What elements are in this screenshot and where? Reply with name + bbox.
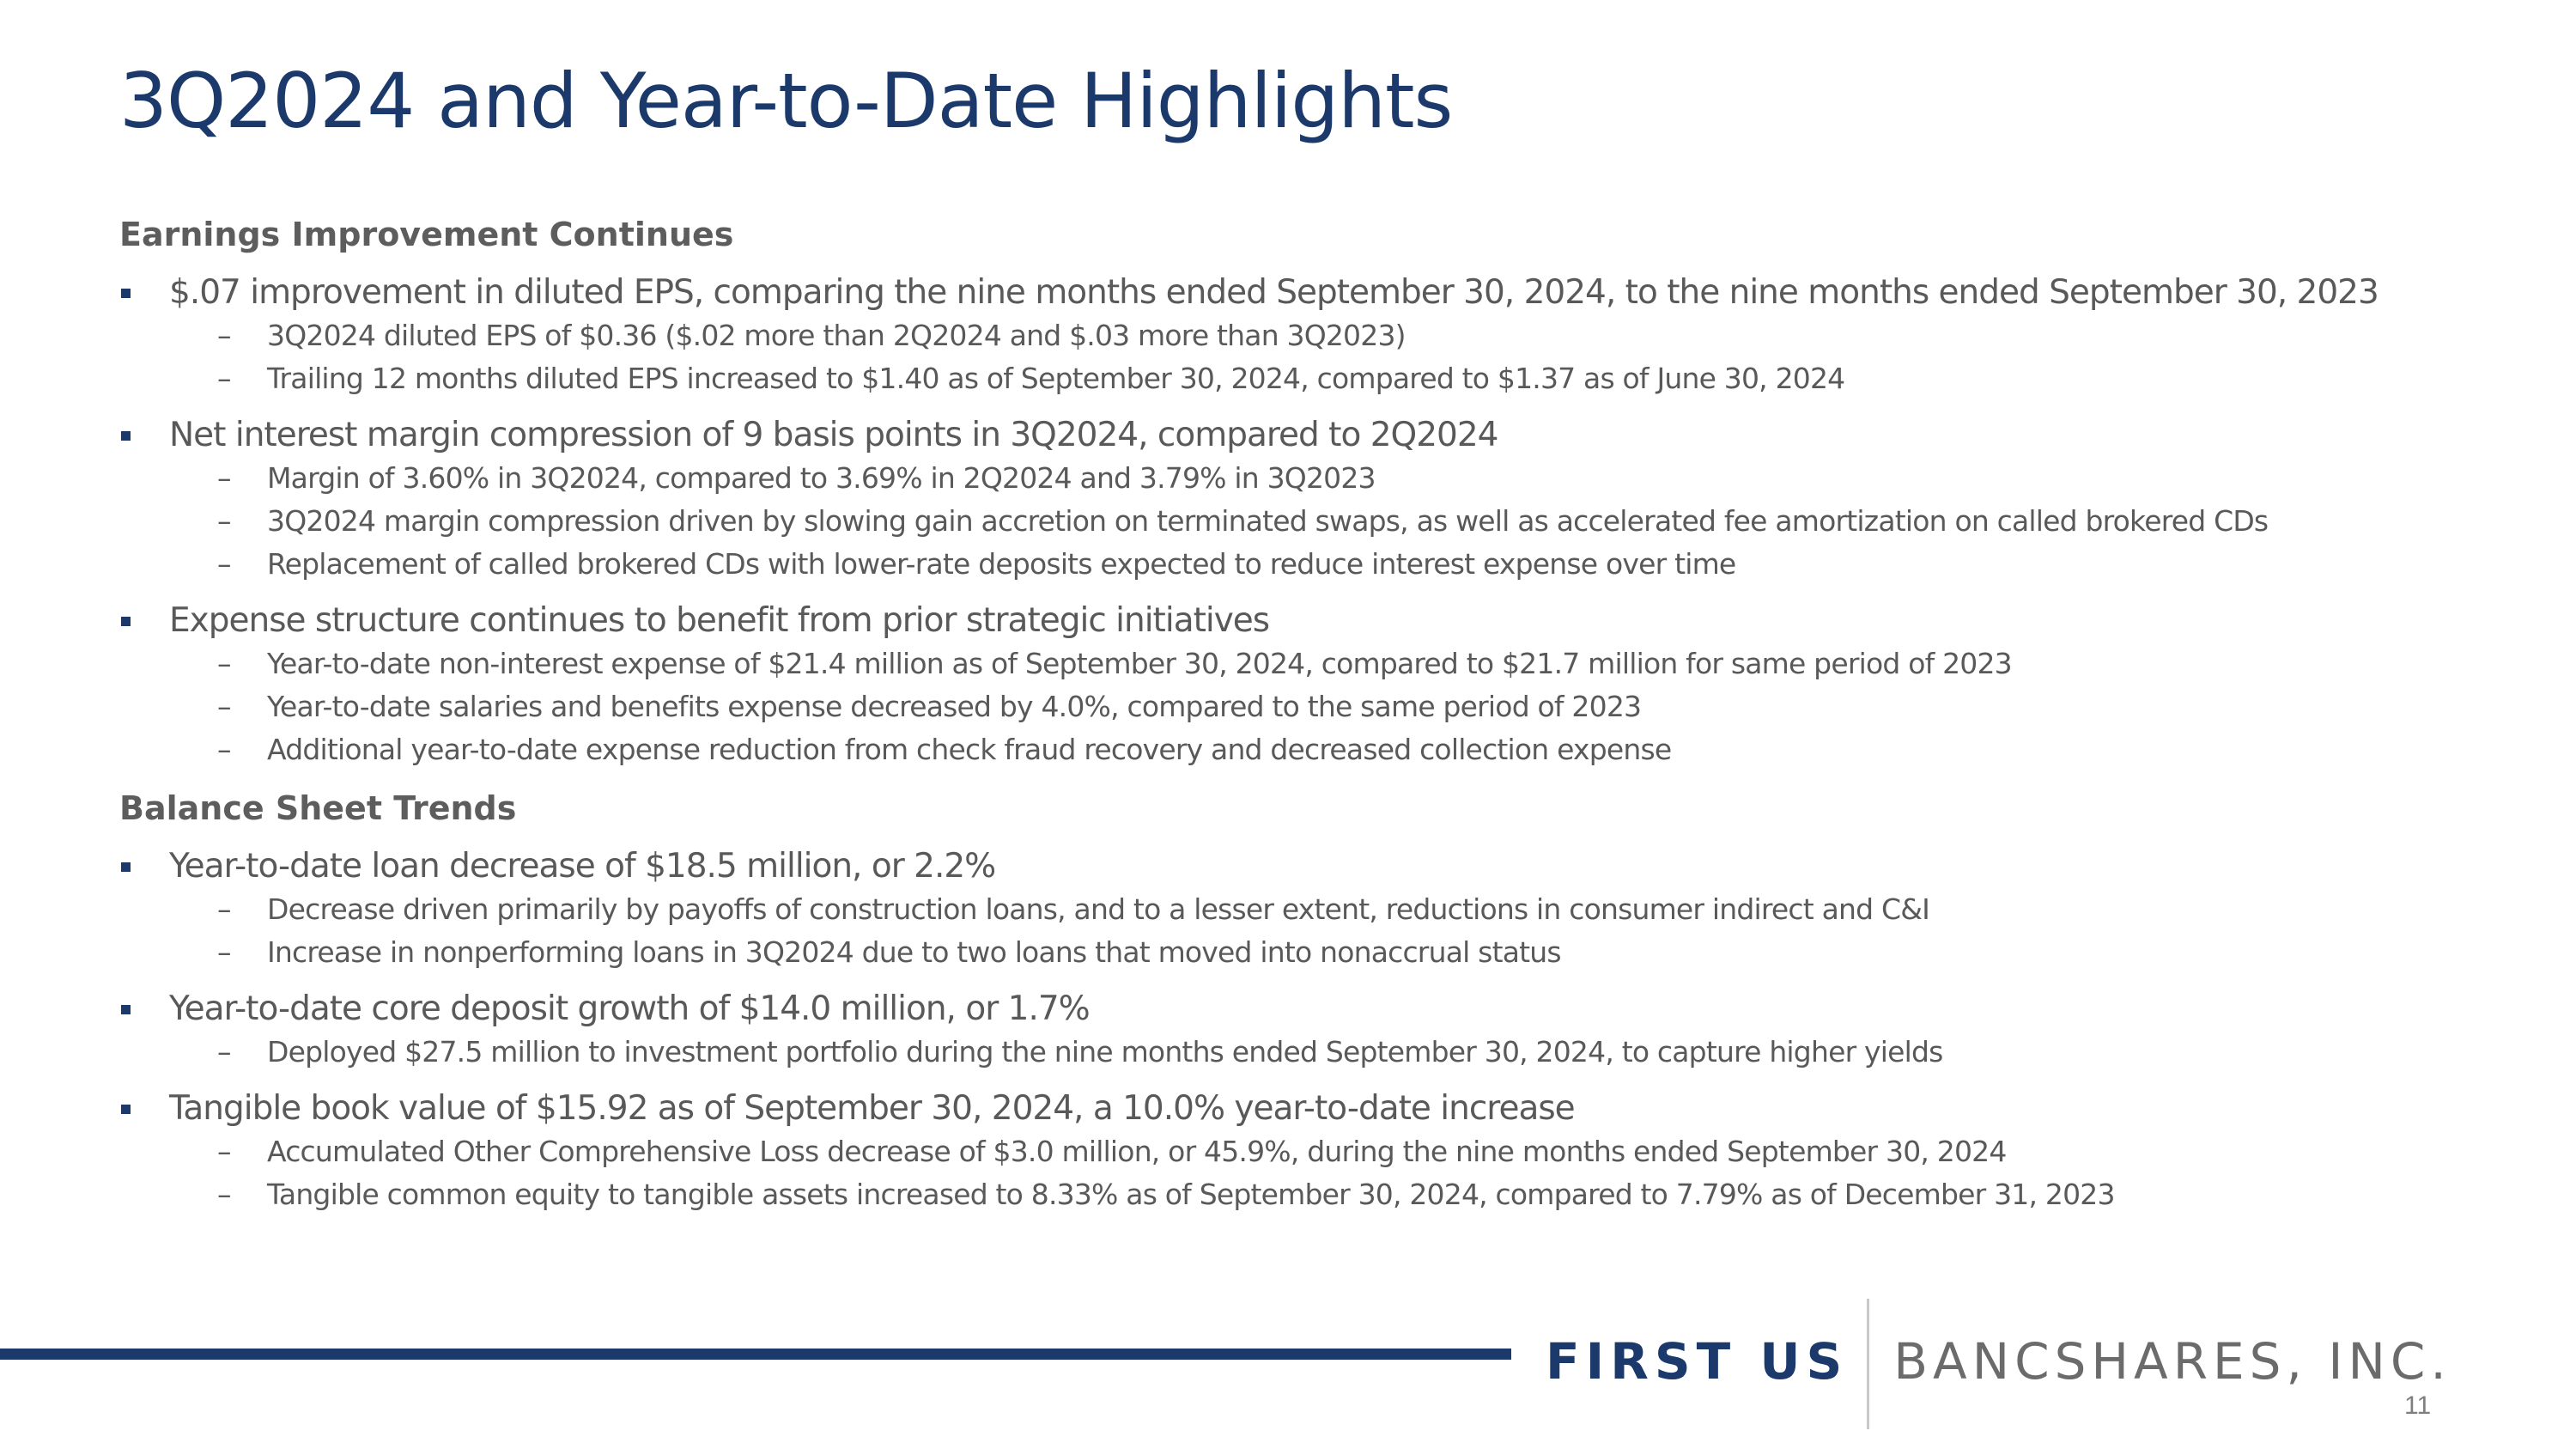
sub-bullet-text: Year-to-date salaries and benefits expense decreased by 4.0%, compared to the same period of 2023 <box>267 690 1642 723</box>
sub-bullet-text: Accumulated Other Comprehensive Loss decrease of $3.0 million, or 45.9%, during the nine months ended September 30, 2024 <box>267 1135 2007 1168</box>
bullet-item: Year-to-date core deposit growth of $14.0 million, or 1.7% <box>119 988 2541 1031</box>
sub-bullet-text: Additional year-to-date expense reduction from check fraud recovery and decreased collection expense <box>267 733 1672 766</box>
logo-divider <box>1867 1299 1869 1429</box>
sub-bullet-text: Replacement of called brokered CDs with lower-rate deposits expected to reduce interest expense over time <box>267 547 1736 581</box>
bullet-item: Net interest margin compression of 9 basis points in 3Q2024, compared to 2Q2024 <box>119 414 2541 457</box>
company-logo <box>1546 1323 2451 1400</box>
sub-bullet-text: Decrease driven primarily by payoffs of construction loans, and to a lesser extent, reductions in consumer indirect and C&I <box>267 892 1930 926</box>
bullet-item: Expense structure continues to benefit from prior strategic initiatives <box>119 600 2541 642</box>
logo-secondary-text: BANCSHARES, INC. <box>1893 1332 2451 1391</box>
sub-bullet-item <box>119 314 2541 357</box>
dash-marker: – <box>217 362 231 395</box>
dash-marker: – <box>217 1035 231 1068</box>
sub-bullet-item <box>119 728 2541 771</box>
slide-content <box>119 213 2541 1216</box>
sub-bullet-item <box>119 1173 2541 1216</box>
sub-bullet-item <box>119 457 2541 500</box>
sub-bullet-item <box>119 1130 2541 1173</box>
bullet-item: $.07 improvement in diluted EPS, comparing the nine months ended September 30, 2024, to the nine months ended September 30, 2023 <box>119 271 2541 314</box>
sub-bullet-text: Tangible common equity to tangible assets increased to 8.33% as of September 30, 2024, compared to 7.79% as of December 31, 2023 <box>267 1178 2115 1211</box>
footer-rule <box>0 1349 1511 1360</box>
sub-bullet-item <box>119 1031 2541 1074</box>
slide-title: 3Q2024 and Year-to-Date Highlights <box>119 57 1453 145</box>
dash-marker: – <box>217 1178 231 1211</box>
dash-marker: – <box>217 547 231 581</box>
sub-bullet-item <box>119 888 2541 931</box>
dash-marker: – <box>217 690 231 723</box>
dash-marker: – <box>217 647 231 680</box>
sub-bullet-text: 3Q2024 diluted EPS of $0.36 ($.02 more than 2Q2024 and $.03 more than 3Q2023) <box>267 319 1406 352</box>
sub-bullet-item <box>119 931 2541 974</box>
bullet-item: Tangible book value of $15.92 as of September 30, 2024, a 10.0% year-to-date increase <box>119 1087 2541 1130</box>
sub-bullet-text: Trailing 12 months diluted EPS increased to $1.40 as of September 30, 2024, compared to $1.37 as of June 30, 2024 <box>267 362 1845 395</box>
sub-bullet-item <box>119 642 2541 685</box>
sub-bullet-item <box>119 500 2541 543</box>
bullet-item: Year-to-date loan decrease of $18.5 million, or 2.2% <box>119 845 2541 888</box>
page-number: 11 <box>2404 1391 2432 1420</box>
section-heading-earnings: Earnings Improvement Continues <box>119 216 734 253</box>
dash-marker: – <box>217 892 231 926</box>
sub-bullet-text: Year-to-date non-interest expense of $21.4 million as of September 30, 2024, compared to $21.7 million for same period of 2023 <box>267 647 2012 680</box>
sub-bullet-text: 3Q2024 margin compression driven by slowing gain accretion on terminated swaps, as well as accelerated fee amortization on called brokered CDs <box>267 504 2269 538</box>
logo-primary-text: FIRST US <box>1546 1332 1849 1391</box>
dash-marker: – <box>217 1135 231 1168</box>
dash-marker: – <box>217 319 231 352</box>
dash-marker: – <box>217 461 231 495</box>
sub-bullet-text: Deployed $27.5 million to investment portfolio during the nine months ended September 30, 2024, to capture higher yields <box>267 1035 1943 1068</box>
sub-bullet-text: Increase in nonperforming loans in 3Q2024 due to two loans that moved into nonaccrual status <box>267 935 1561 969</box>
sub-bullet-text: Margin of 3.60% in 3Q2024, compared to 3.69% in 2Q2024 and 3.79% in 3Q2023 <box>267 461 1376 495</box>
sub-bullet-item <box>119 543 2541 586</box>
sub-bullet-item <box>119 685 2541 728</box>
sub-bullet-item <box>119 357 2541 400</box>
section-heading-balance-sheet: Balance Sheet Trends <box>119 789 517 827</box>
dash-marker: – <box>217 935 231 969</box>
dash-marker: – <box>217 504 231 538</box>
dash-marker: – <box>217 733 231 766</box>
